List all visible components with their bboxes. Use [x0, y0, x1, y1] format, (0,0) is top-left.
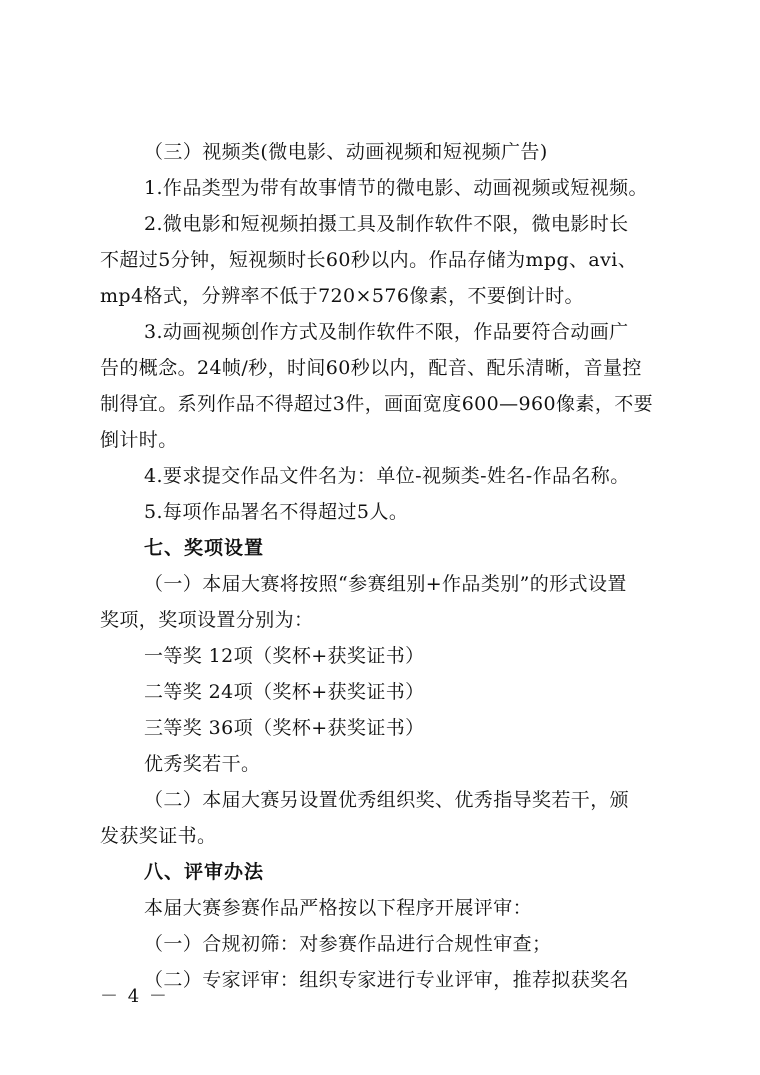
- video-item-2-line-1: 2.微电影和短视频拍摄工具及制作软件不限，微电影时长: [144, 213, 629, 235]
- second-prize: 二等奖 24项（奖杯+获奖证书）: [144, 681, 425, 703]
- video-item-5: 5.每项作品署名不得超过5人。: [144, 501, 409, 523]
- awards-para-1-line-2: 奖项，奖项设置分别为：: [100, 609, 314, 631]
- video-item-4: 4.要求提交作品文件名为：单位-视频类-姓名-作品名称。: [144, 465, 630, 487]
- review-heading: 八、评审办法: [144, 861, 265, 883]
- video-item-2-line-3: mp4格式，分辨率不低于720×576像素，不要倒计时。: [100, 285, 584, 307]
- video-item-3-line-1: 3.动画视频创作方式及制作软件不限，作品要符合动画广: [144, 321, 629, 343]
- video-item-3-line-2: 告的概念。24帧/秒，时间60秒以内，配音、配乐清晰，音量控: [100, 357, 642, 379]
- page-number: － 4 －: [100, 986, 169, 1007]
- section-video-title: （三）视频类(微电影、动画视频和短视频广告): [144, 141, 548, 163]
- awards-para-1-line-1: （一）本届大赛将按照“参赛组别+作品类别”的形式设置: [144, 573, 627, 595]
- awards-para-2-line-1: （二）本届大赛另设置优秀组织奖、优秀指导奖若干，颁: [144, 789, 630, 811]
- video-item-1: 1.作品类型为带有故事情节的微电影、动画视频或短视频。: [144, 177, 648, 199]
- excellence-prize: 优秀奖若干。: [144, 753, 261, 775]
- video-item-3-line-4: 倒计时。: [100, 429, 178, 451]
- awards-para-2-line-2: 发获奖证书。: [100, 825, 217, 847]
- review-intro: 本届大赛参赛作品严格按以下程序开展评审：: [144, 897, 533, 919]
- review-step-1: （一）合规初筛：对参赛作品进行合规性审查；: [144, 933, 552, 955]
- review-step-2: （二）专家评审：组织专家进行专业评审，推荐拟获奖名: [144, 969, 630, 991]
- video-item-3-line-3: 制得宜。系列作品不得超过3件，画面宽度600—960像素，不要: [100, 393, 654, 415]
- awards-heading: 七、奖项设置: [144, 537, 265, 559]
- video-item-2-line-2: 不超过5分钟，短视频时长60秒以内。作品存储为mpg、avi、: [100, 249, 638, 271]
- third-prize: 三等奖 36项（奖杯+获奖证书）: [144, 717, 425, 739]
- first-prize: 一等奖 12项（奖杯+获奖证书）: [144, 645, 425, 667]
